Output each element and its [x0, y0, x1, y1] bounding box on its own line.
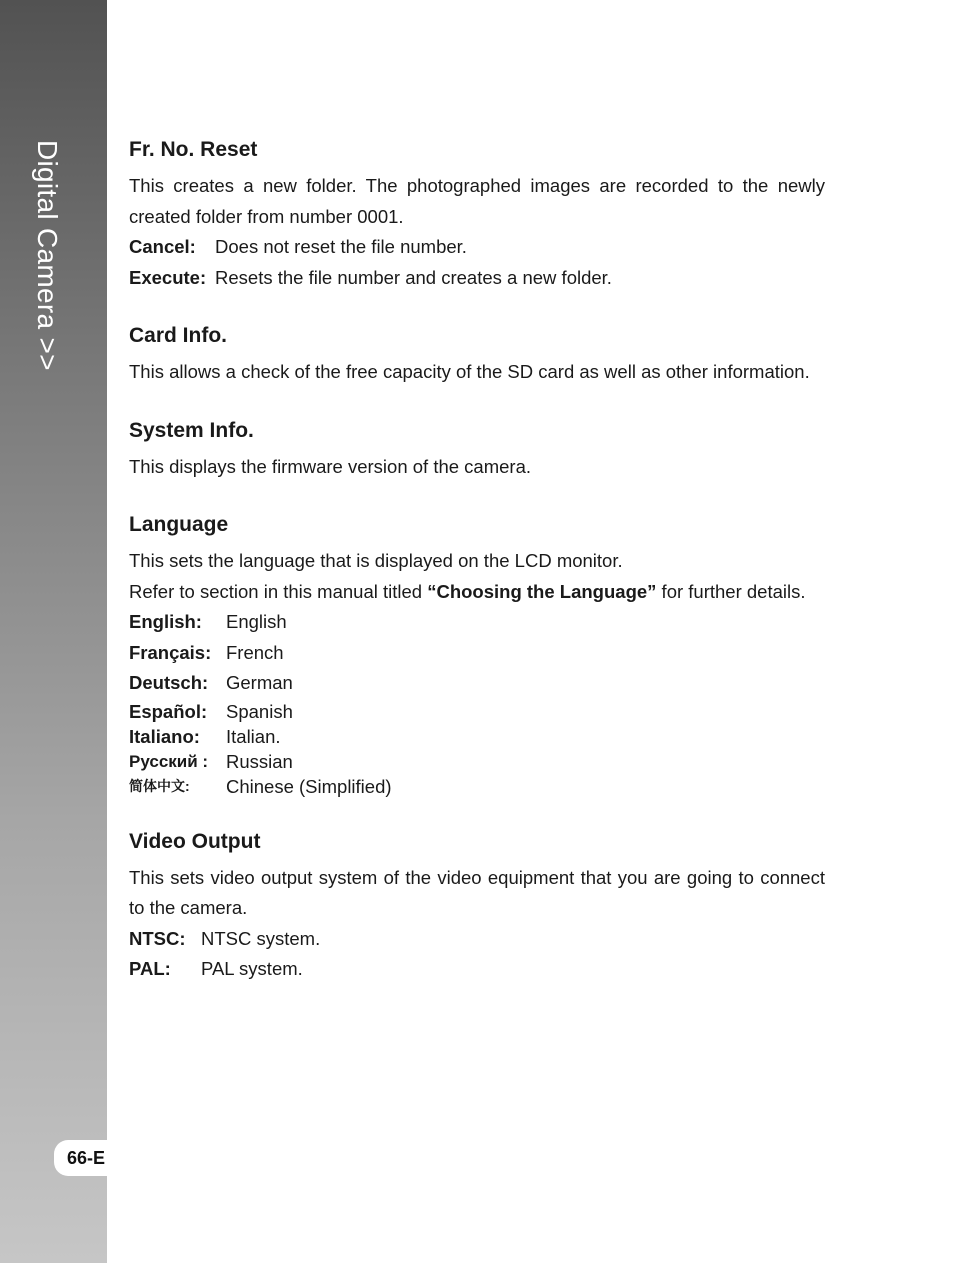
language-row [129, 699, 825, 724]
option-row [129, 232, 825, 263]
language-desc: Russian [226, 750, 293, 772]
section-card-info [129, 321, 825, 388]
heading-language: Language [129, 513, 229, 536]
option-row [129, 263, 825, 294]
language-desc: English [226, 611, 287, 632]
language-term: 简体中文: [129, 777, 190, 794]
video-row [129, 924, 825, 955]
language-row [129, 749, 825, 774]
option-desc: Resets the file number and creates a new folder. [215, 266, 612, 288]
language-term: Français: [129, 641, 212, 663]
heading-video-output: Video Output [129, 829, 261, 853]
main-content [129, 135, 825, 1013]
language-term: Español: [129, 700, 208, 722]
option-term: Cancel: [129, 236, 196, 257]
video-term: NTSC: [129, 927, 186, 949]
reference-text-end: for further details. [656, 580, 806, 602]
body-video-output: This sets video output system of the video equipment that you are going to connect to the camera. [129, 866, 825, 918]
reference-text: Refer to section in this manual titled [129, 580, 428, 602]
language-term: Italiano: [129, 725, 200, 747]
heading-card-info: Card Info. [129, 324, 227, 347]
language-desc: Chinese (Simplified) [226, 775, 392, 797]
body-language: This sets the language that is displayed on the LCD monitor. [129, 550, 623, 571]
video-row [129, 954, 825, 985]
video-desc: NTSC system. [201, 927, 321, 949]
language-row [129, 607, 825, 638]
body-card-info: This allows a check of the free capacity of the SD card as well as other information. [129, 361, 810, 382]
sidebar [0, 0, 107, 1263]
video-desc: PAL system. [201, 958, 303, 979]
video-term: PAL: [129, 958, 171, 979]
section-system-info [129, 416, 825, 483]
language-desc: French [226, 641, 284, 663]
language-desc: German [226, 672, 293, 693]
language-desc: Italian. [226, 725, 281, 747]
body-system-info: This displays the firmware version of the camera. [129, 455, 532, 477]
section-video-output [129, 827, 825, 985]
language-row [129, 774, 825, 799]
reference-title: “Choosing the Language” [427, 580, 657, 602]
section-fr-no-reset [129, 135, 825, 293]
heading-fr-no-reset: Fr. No. Reset [129, 138, 258, 161]
option-term: Execute: [129, 266, 207, 288]
language-desc: Spanish [226, 700, 293, 722]
option-desc: Does not reset the file number. [215, 236, 467, 257]
page-number: 66-E [66, 1147, 105, 1168]
language-term: Deutsch: [129, 672, 209, 693]
heading-system-info: System Info. [129, 418, 254, 442]
page-number-tab [54, 1140, 107, 1176]
body-fr-no-reset: This creates a new folder. The photographed images are recorded to the newly created folder from number 0001. [129, 175, 825, 227]
section-language [129, 510, 825, 799]
language-row [129, 668, 825, 699]
language-row [129, 724, 825, 749]
sidebar-title: Digital Camera >> [32, 140, 63, 371]
language-row [129, 638, 825, 669]
language-term: Русский : [129, 751, 209, 771]
language-term: English: [129, 611, 202, 632]
body-language-reference [129, 577, 825, 608]
